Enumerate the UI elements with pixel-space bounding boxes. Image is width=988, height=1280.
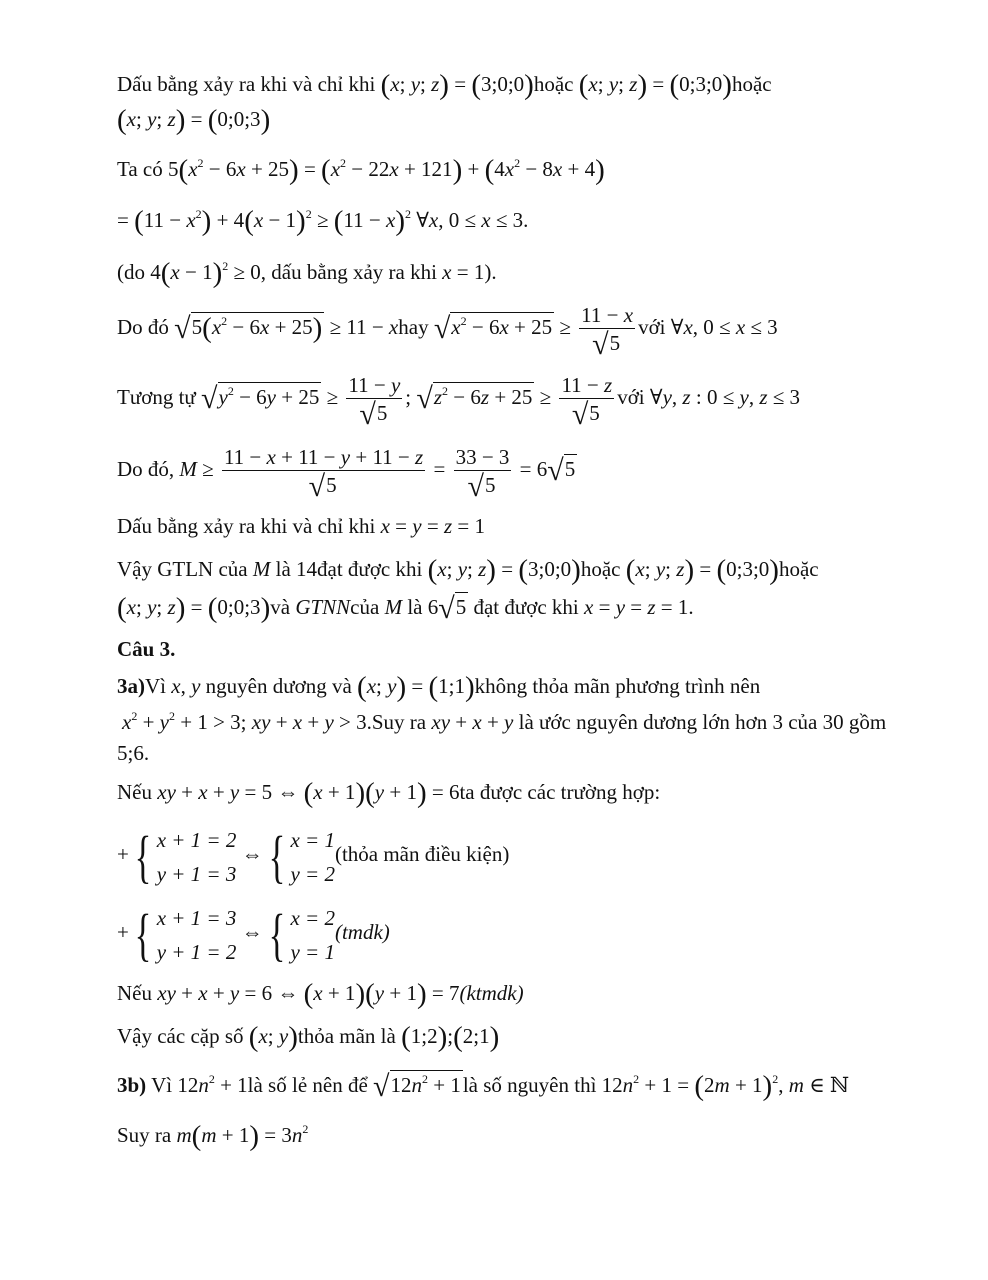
text-line: Nếu xy + x + y = 6 ⇔ (x + 1)(y + 1) = 7(ktmdk) — [117, 978, 524, 1010]
text: Vì — [151, 1073, 173, 1097]
text: là — [407, 595, 423, 619]
text-line: (do $4(x - 1)^2 \ge 0$, dấu bằng xảy ra khi x = 1). — [117, 257, 497, 289]
text-line: Do đó, M ≥ $\frac{11 - x + 11 - y + 11 - z}{√5}$ = $\frac{33 - 3}{√5}$ = 6√5 — [117, 444, 576, 503]
text: hoặc — [778, 557, 819, 581]
text-line: Tương tự $√y^2 - 6y + 25$ ≥ $\frac{11 - y}{√5}$ ; $√z^2 - 6z + 25$ ≥ $\frac{11 - z}{√5}$ với ∀y, z : 0 ≤ y, z ≤ 3 — [117, 372, 801, 431]
text-line: Nếu xy + x + y = 5 ⇔ (x + 1)(y + 1) = 6ta được các trường hợp: — [117, 777, 661, 809]
text-line: $x^2 + y^2 + 1 > 3$; xy + x + y > 3.Suy ra xy + x + y là ước nguyên dương lớn hơn 3 của 30 gồm — [122, 709, 887, 734]
text: Do đó — [117, 315, 169, 339]
text: là ước nguyên dương lớn hơn 3 của 30 gồm — [518, 710, 887, 734]
text: dấu bằng xảy ra khi — [271, 260, 437, 284]
text-line: = $(11 - x^2) + 4(x - 1)^2 \ge (11 - x)^2$ ∀x, 0 ≤ x ≤ 3. — [117, 205, 529, 237]
text: Vậy GTLN của — [117, 557, 248, 581]
text: ta được các trường hợp: — [459, 780, 661, 804]
text-line: Dấu bằng xảy ra khi và chỉ khi x = y = z = 1 — [117, 514, 485, 538]
text: GTNN — [295, 595, 351, 619]
case-system: +{ x + 1 = 3 y + 1 = 2 ⇔{ x = 2 y = 1 (tmdk) — [117, 902, 390, 968]
text: và — [270, 595, 291, 619]
text: Dấu bằng xảy ra khi và chỉ khi — [117, 72, 376, 96]
text: hay — [398, 315, 429, 339]
text: Suy ra — [117, 1123, 172, 1147]
text: Vì — [145, 674, 166, 698]
subsection-label: 3a) — [117, 674, 145, 698]
text: (ktmdk) — [459, 981, 524, 1005]
text-line: (x; y; z) = (0;0;3) — [117, 104, 271, 136]
case-system: +{ x + 1 = 2 y + 1 = 3 ⇔{ x = 1 y = 2 (thỏa mãn điều kiện) — [117, 824, 510, 890]
text-line: (x; y; z) = (0;0;3)và GTNNcủa M là 6√5 đạt được khi x = y = z = 1. — [117, 592, 694, 625]
text: đạt được khi — [473, 595, 579, 619]
text: Ta có — [117, 157, 163, 181]
text: Dấu bằng xảy ra khi và chỉ khi — [117, 514, 376, 538]
text: của — [350, 595, 380, 619]
text-line: Ta có $5(x^2 - 6x + 25) = (x^2 - 22x + 121) + (4x^2 - 8x + 4)$ — [117, 154, 605, 186]
section-heading: Câu 3. — [117, 637, 176, 661]
text-line: 3b) Vì $12n^2$ + 1là số lẻ nên để $√12n^2$ + 1là số nguyên thì $12n^2 + 1 = (2m + 1)^2$, m ∈ ℕ — [117, 1070, 850, 1103]
text: với — [617, 385, 645, 409]
text: Do đó, — [117, 457, 175, 481]
text: là số nguyên thì — [462, 1073, 597, 1097]
text: Nếu — [117, 780, 152, 804]
text: thỏa mãn là — [297, 1024, 396, 1048]
text: Tương tự — [117, 385, 196, 409]
subsection-label: 3b) — [117, 1073, 147, 1097]
text: (do — [117, 260, 145, 284]
text: Nếu — [117, 981, 152, 1005]
text: không thỏa mãn phương trình nên — [474, 674, 761, 698]
text: hoặc — [580, 557, 621, 581]
text: là số lẻ nên để — [247, 1073, 368, 1097]
text: hoặc — [731, 72, 772, 96]
text-line: Dấu bằng xảy ra khi và chỉ khi (x; y; z) = (3;0;0)hoặc (x; y; z) = (0;3;0)hoặc — [117, 69, 772, 101]
text: nguyên dương và — [205, 674, 352, 698]
text-line: Vậy các cặp số (x; y)thỏa mãn là (1;2);(2;1) — [117, 1021, 500, 1053]
text: với — [638, 315, 666, 339]
text: Suy ra — [371, 710, 427, 734]
text-line: 5;6. — [117, 741, 150, 765]
text: (tmdk) — [334, 920, 390, 944]
text: đạt được khi — [317, 557, 423, 581]
text: (thỏa mãn điều kiện) — [334, 842, 510, 866]
text: là — [275, 557, 291, 581]
text: Vậy các cặp số — [117, 1024, 244, 1048]
text-line: Suy ra $m(m + 1) = 3n^2$ — [117, 1120, 309, 1152]
text-line: 3a)Vì x, y nguyên dương và (x; y) = (1;1)không thỏa mãn phương trình nên — [117, 671, 761, 703]
text: hoặc — [533, 72, 574, 96]
text-line: Do đó $√5(x^2 - 6x + 25) \ge 11$ − xhay $√x^2 - 6x + 25$ ≥ $\frac{11 - x}{√5}$ với ∀x, 0 ≤ x ≤ 3 — [117, 302, 778, 361]
text-line: Vậy GTLN của M là 14đạt được khi (x; y; z) = (3;0;0)hoặc (x; y; z) = (0;3;0)hoặc — [117, 554, 819, 586]
